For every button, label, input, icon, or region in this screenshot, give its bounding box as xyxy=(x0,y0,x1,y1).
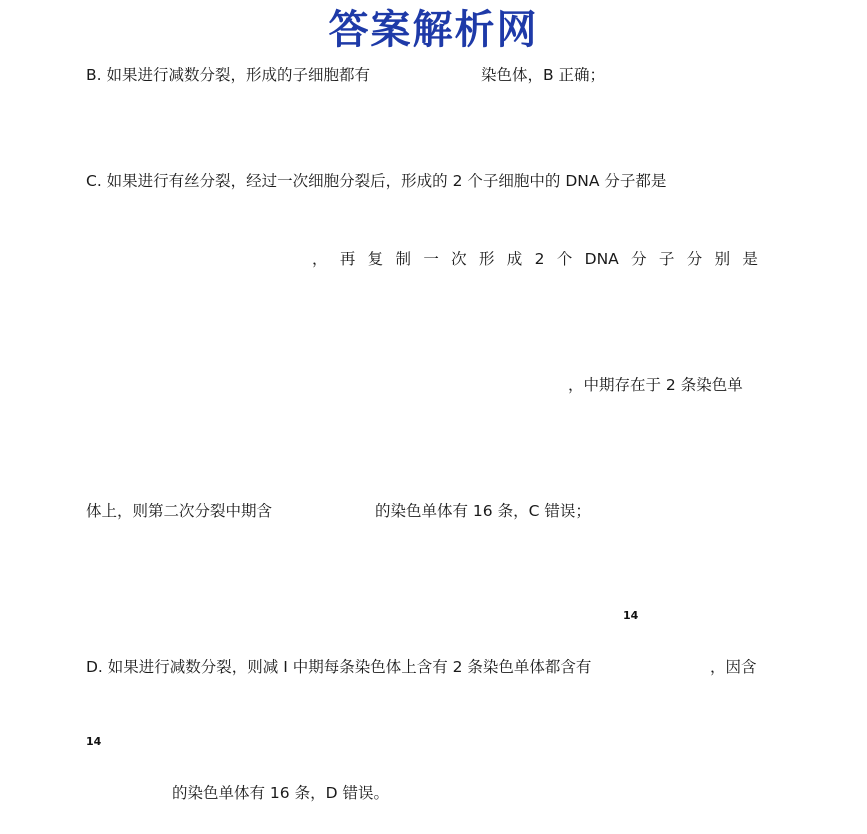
option-c-line-2 xyxy=(312,248,758,270)
site-watermark-title: 答案解析网 xyxy=(328,6,539,53)
option-d-line-2: 的染色单体有 16 条，D 错误。 xyxy=(172,784,389,802)
option-b-text-start: B. 如果进行减数分裂，形成的子细胞都有 xyxy=(86,66,370,84)
isotope-mark-2: 14 xyxy=(86,735,102,748)
option-c-line-4-start: 体上，则第二次分裂中期含 xyxy=(86,502,273,520)
option-c-line-2-char: 个 xyxy=(556,250,573,268)
option-c-line-2-char: 成 xyxy=(506,250,523,268)
option-c-line-2-char: 次 xyxy=(451,250,467,268)
option-d-line-1-end: ，因含 xyxy=(710,658,757,676)
option-c-line-2-char: 2 xyxy=(534,250,545,268)
option-c-line-4-end: 的染色单体有 16 条，C 错误； xyxy=(375,502,591,520)
option-c-line-2-char: 再 xyxy=(339,250,356,268)
isotope-mark-1: 14 xyxy=(623,609,639,622)
option-c-line-3: ，中期存在于 2 条染色单 xyxy=(568,376,743,394)
option-c-line-1: C. 如果进行有丝分裂，经过一次细胞分裂后，形成的 2 个子细胞中的 DNA 分子都是 xyxy=(86,172,667,190)
option-c-line-2-char: 分 xyxy=(631,250,647,268)
option-b-text-end: 染色体，B 正确； xyxy=(481,66,606,84)
option-c-line-2-char: 子 xyxy=(658,250,675,268)
option-c-line-2-char: 别 xyxy=(714,250,731,268)
option-c-line-2-char: ， xyxy=(312,250,328,268)
option-c-line-2-char: 一 xyxy=(423,250,439,268)
option-c-line-2-char: 复 xyxy=(367,250,384,268)
option-d-line-1: D. 如果进行减数分裂，则减 I 中期每条染色体上含有 2 条染色单体都含有 xyxy=(86,658,592,676)
option-c-line-2-char: 分 xyxy=(686,250,703,268)
option-c-line-2-char: 形 xyxy=(478,250,495,268)
option-c-line-2-char: DNA xyxy=(584,250,619,268)
option-c-line-2-char: 是 xyxy=(742,250,758,268)
option-c-line-2-char: 制 xyxy=(395,250,411,268)
